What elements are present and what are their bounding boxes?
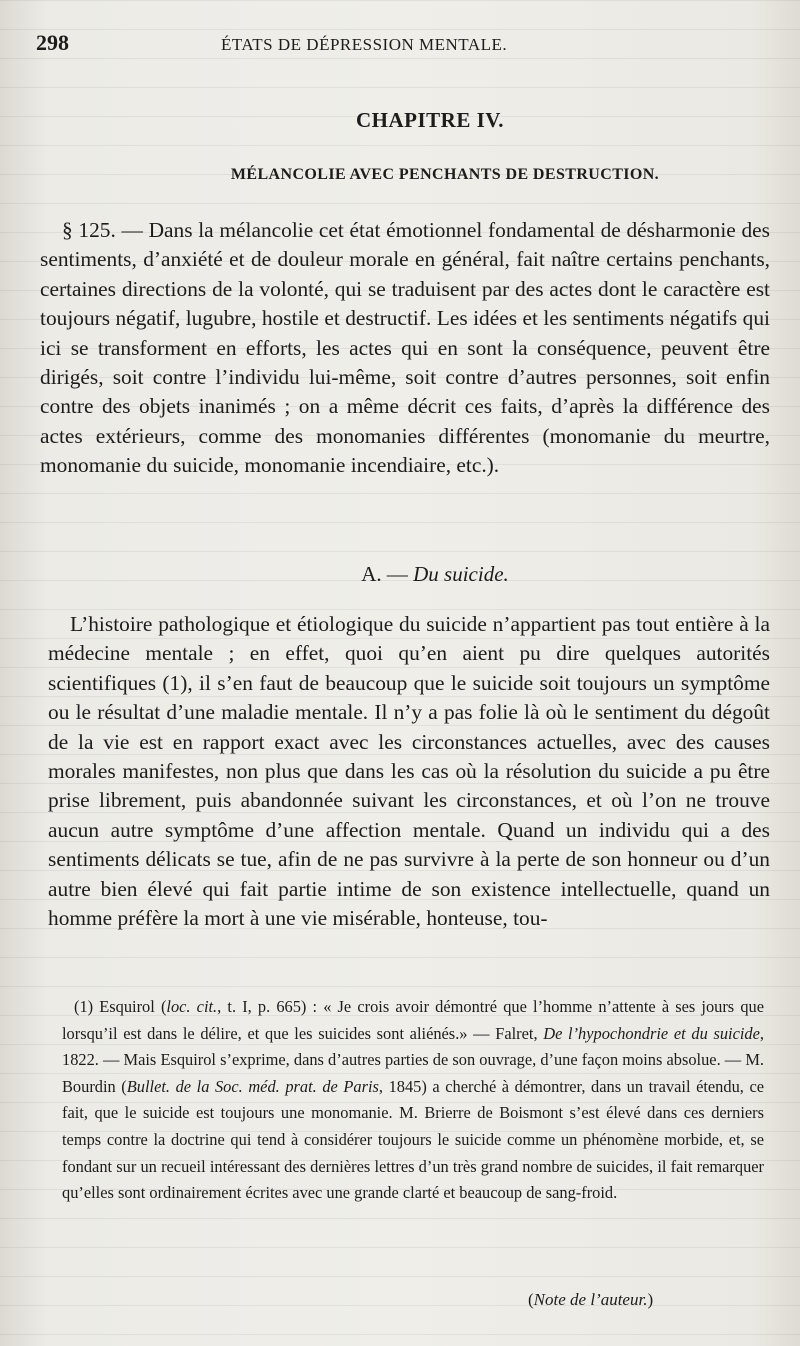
footnote-marker: (1) Esquirol ( xyxy=(74,997,167,1016)
running-head xyxy=(36,30,766,60)
section-title: Du suicide. xyxy=(413,562,509,586)
footnote-text xyxy=(62,994,764,1207)
footnote-part-2: , 1822. — Mais Esquirol s’exprime, dans d’autres parties de son ouvrage, d’une façon moins absolue. — M. Bourdin ( xyxy=(62,1023,764,1096)
note-signature xyxy=(528,1290,653,1310)
chapter-title: CHAPITRE IV. xyxy=(356,108,504,132)
note-close-paren: ) xyxy=(647,1290,654,1309)
paragraph-suicide-text: L’histoire pathologique et étiologique du suicide n’appartient pas tout entière à la médecine mentale ; en effet, quoi qu’en aient pu dire quelques autorités scientifiques (1), il s’en faut de beaucoup que le suicide soit toujours un symptôme ou le résultat d’une maladie mentale. Il n’y a pas folie là où le sentiment du dégoût de la vie est en rapport exact avec les circonstances actuelles, avec des causes morales manifestes, non plus que dans les cas où la résolution du suicide a pu être prise librement, puis abandonnée suivant les circonstances, et où l’on ne trouve aucun autre symptôme d’une affection mentale. Quand un individu qui a des sentiments délicats se tue, afin de ne pas survivre à la perte de son honneur ou d’un autre bien élevé qui fait partie intime de son existence intellectuelle, quand un homme préfère la mort à une vie misérable, honteuse, tou- xyxy=(48,612,770,931)
footnote-part-3: , 1845) a cherché à démontrer, dans un travail étendu, ce fait, que le suicide est toujours une monomanie. M. Brierre de Boismont s’est élevé dans ces derniers temps contre la doctrine qui tend à considérer toujours le suicide comme un phénomène morbide, et, se fondant sur un recueil intéressant des dernières lettres d’un très grand nombre de suicides, il fait remarquer qu’elles sont ordinairement écrites avec une grande clarté et beaucoup de sang-froid. xyxy=(62,1076,764,1203)
paragraph-suicide xyxy=(48,610,770,933)
section-heading xyxy=(0,562,800,587)
footnote-part-1: , t. I, p. 665) : « Je crois avoir démontré que l’homme n’attente à ses jours que lorsqu’il est dans le délire, et que les suicides sont aliénés.» — Falret, xyxy=(62,997,764,1043)
chapter-subtitle: MÉLANCOLIE AVEC PENCHANTS DE DESTRUCTION. xyxy=(230,166,660,183)
paragraph-125-text: § 125. — Dans la mélancolie cet état émotionnel fondamental de désharmonie des sentiments, d’anxiété et de douleur morale en général, fait naître certains penchants, certaines directions de la volonté, qui se traduisent par des actes dont le caractère est toujours négatif, lugubre, hostile et destructif. Les idées et les sentiments négatifs qui ici se transforment en efforts, les actes qui en sont la conséquence, peuvent être dirigés, soit contre l’individu lui-même, soit contre d’autres personnes, soit enfin contre des objets inanimés ; on a même décrit ces faits, d’après la différence des actes extérieurs, comme des monomanies différentes (monomanie du meurtre, monomanie du suicide, monomanie incendiaire, etc.). xyxy=(40,218,770,478)
footnote-loc-cit: loc. cit. xyxy=(166,997,218,1016)
paragraph-section-125 xyxy=(40,216,770,481)
note-open-paren: ( xyxy=(528,1290,534,1309)
footnote-bulletin-title: Bullet. de la Soc. méd. prat. de Paris xyxy=(126,1076,379,1096)
running-title: ÉTATS DE DÉPRESSION MENTALE. xyxy=(221,35,508,54)
footnote-falret-title: De l’hypochondrie et du suicide xyxy=(543,1023,760,1043)
footnote xyxy=(62,994,764,1207)
section-letter: A. — xyxy=(361,562,408,586)
note-signature-text: Note de l’auteur. xyxy=(533,1290,648,1309)
page-number: 298 xyxy=(36,30,69,55)
